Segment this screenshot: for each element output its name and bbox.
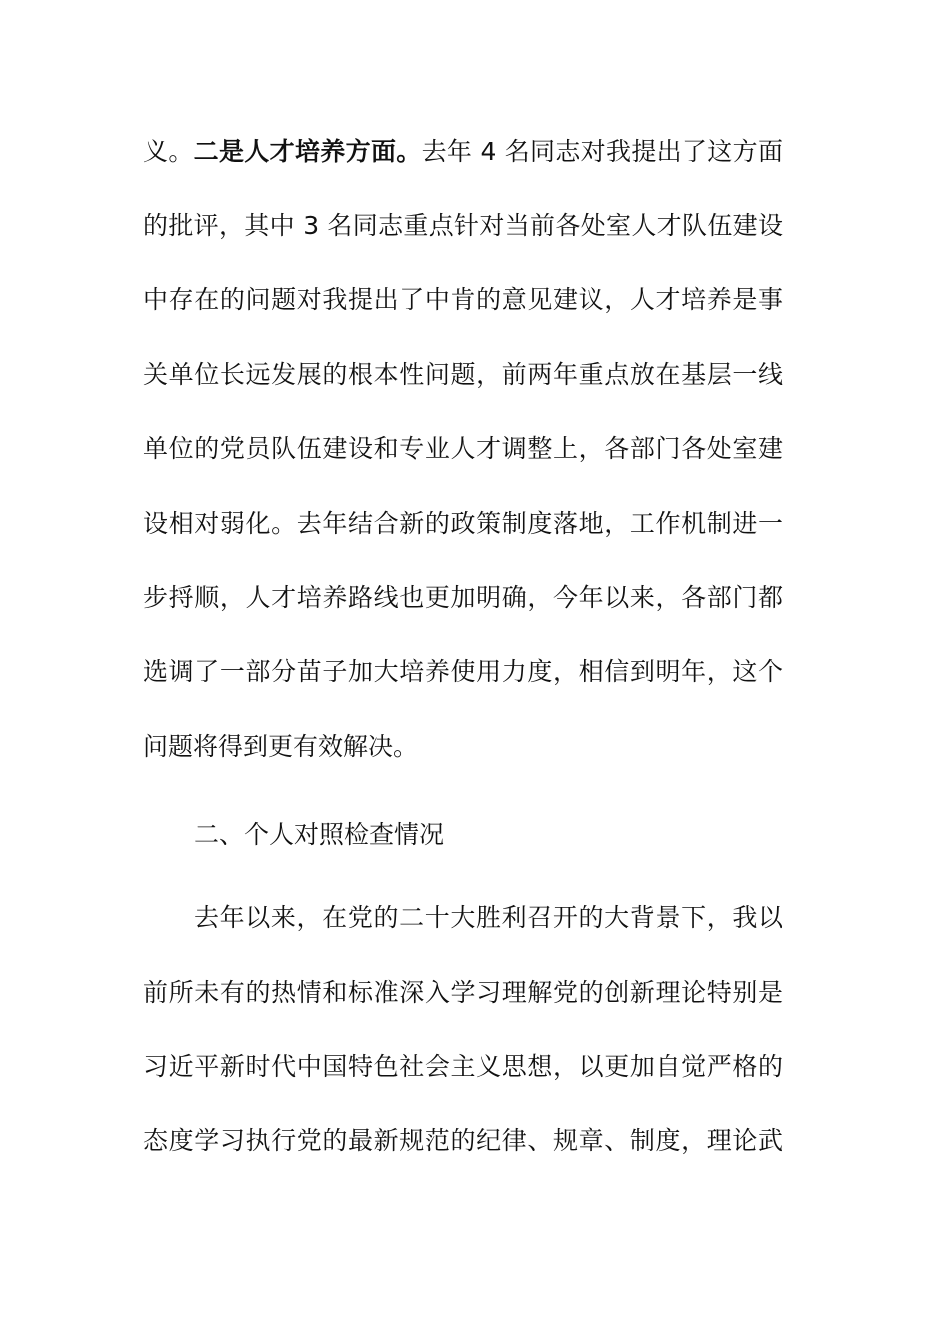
- paragraph-2-line-3: 习近平新时代中国特色社会主义思想，以更加自觉严格的: [143, 1052, 783, 1081]
- paragraph-2-line-1: 去年以来，在党的二十大胜利召开的大背景下，我以: [194, 903, 783, 932]
- paragraph-1-line-7: 步捋顺，人才培养路线也更加明确，今年以来，各部门都: [143, 583, 783, 612]
- section-heading: 二、个人对照检查情况: [194, 820, 445, 849]
- paragraph-1-line-1: [143, 135, 783, 169]
- paragraph-1-line-9: 问题将得到更有效解决。: [143, 732, 419, 761]
- line-rest-text: 去年 4 名同志对我提出了这方面: [421, 137, 783, 166]
- paragraph-1-line-3: 中存在的问题对我提出了中肯的意见建议，人才培养是事: [143, 285, 783, 314]
- bold-heading-text: 二是人才培养方面。: [193, 137, 422, 166]
- paragraph-1-line-6: 设相对弱化。去年结合新的政策制度落地，工作机制进一: [143, 509, 783, 538]
- paragraph-1-line-5: 单位的党员队伍建设和专业人才调整上，各部门各处室建: [143, 434, 783, 463]
- paragraph-2-line-2: 前所未有的热情和标准深入学习理解党的创新理论特别是: [143, 978, 783, 1007]
- paragraph-1-line-4: 关单位长远发展的根本性问题，前两年重点放在基层一线: [143, 360, 783, 389]
- paragraph-2-line-4: 态度学习执行党的最新规范的纪律、规章、制度，理论武: [143, 1126, 783, 1155]
- paragraph-1-line-2: 的批评，其中 3 名同志重点针对当前各处室人才队伍建设: [143, 211, 783, 240]
- line-lead-text: 义。: [143, 137, 194, 166]
- paragraph-1-line-8: 选调了一部分苗子加大培养使用力度，相信到明年，这个: [143, 657, 783, 686]
